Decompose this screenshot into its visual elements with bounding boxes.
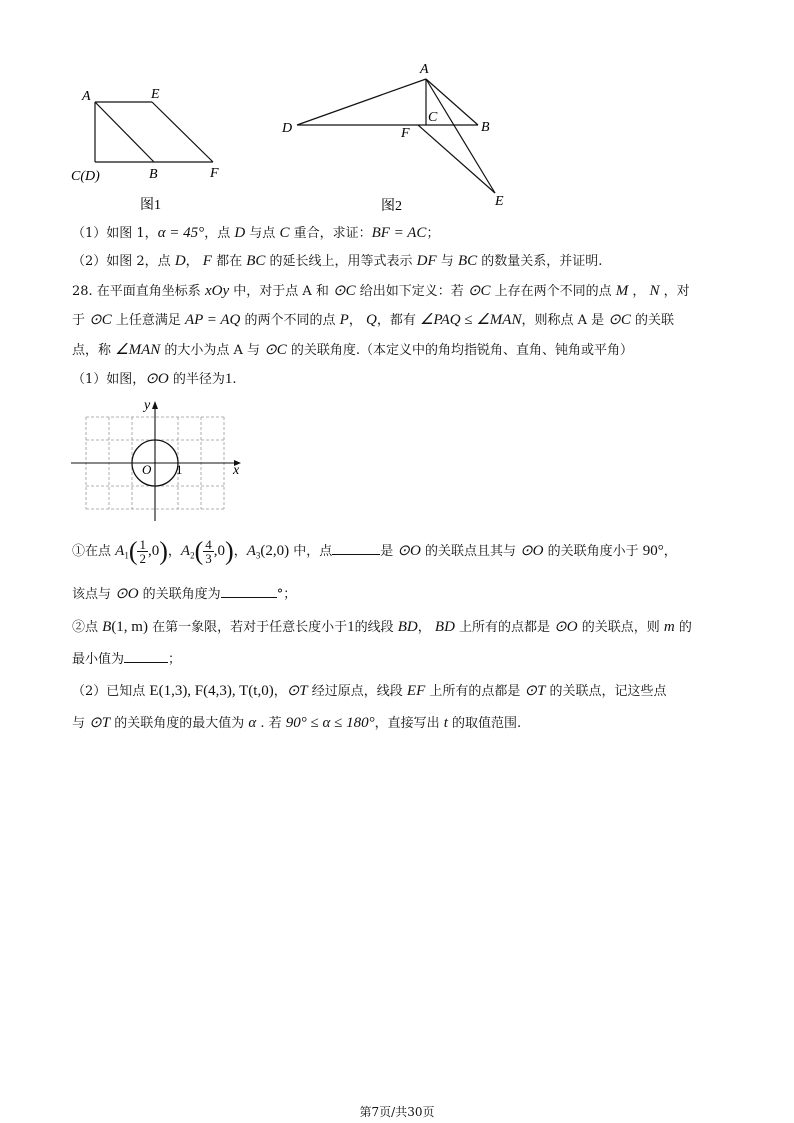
fig1-label-a: A <box>82 89 91 104</box>
coordinate-grid-figure <box>66 395 256 525</box>
fig2-segment-ad <box>297 79 426 125</box>
p28-q1b-line2: 最小值为 ； <box>72 652 182 667</box>
grid-label-one: 1 <box>176 462 183 477</box>
grid-label-x: x <box>233 463 240 478</box>
p28-q1a: ①在点 $A_1$( $\frac{1}{2}$ ,0)，$A_2$( $\frac{4}{3}$ ,0)，$A_3(2,0)$ 中，点 是 ⊙O 的关联点且其与 ⊙O 的关联角度小于 90°， <box>72 536 677 566</box>
fig1-segment-ab <box>95 102 154 162</box>
p27-q2: （2）如图 2，点 D， F 都在 BC 的延长线上，用等式表示 DF 与 BC 的数量关系，并证明. <box>72 253 603 269</box>
p28-line1: 28. 在平面直角坐标系 xOy 中，对于点 A 和 ⊙C 给出如下定义：若 ⊙C 上存在两个不同的点 M ， N ，对 <box>72 283 690 299</box>
answer-blank-min-m[interactable] <box>124 650 168 663</box>
p27-q1: （1）如图 1，α = 45°，点 D 与点 C 重合，求证：BF = AC； <box>72 225 440 241</box>
fraction-four-thirds: $\frac{4}{3}$ <box>205 537 212 566</box>
p28-q2: （2）已知点 E(1,3), F(4,3), T(t,0)，⊙T 经过原点，线段 EF 上所有的点都是 ⊙T 的关联点，记这些点 <box>72 683 667 699</box>
figure-1 <box>60 80 260 220</box>
fig2-label-f: F <box>401 126 410 141</box>
p28-q1b: ②点 B(1, m) 在第一象限，若对于任意长度小于1的线段 BD， BD 上所有的点都是 ⊙O 的关联点，则 m 的 <box>72 619 692 635</box>
p28-q1a-line2: 该点与 ⊙O 的关联角度为 °； <box>72 586 297 602</box>
fig1-label-b: B <box>149 167 158 182</box>
p28-line3: 点，称 ∠MAN 的大小为点 A 与 ⊙C 的关联角度.（本定义中的角均指锐角、直角、钝角或平角） <box>72 342 634 358</box>
fig1-caption: 图1 <box>140 198 161 213</box>
fig1-label-f: F <box>210 166 219 181</box>
fig2-label-d: D <box>282 121 293 136</box>
fig2-segment-ae <box>426 79 495 193</box>
grid-label-o: O <box>142 462 152 477</box>
fig1-segment-ef <box>152 102 213 162</box>
fraction-one-half: $\frac{1}{2}$ <box>139 537 146 566</box>
page-footer: 第7页/共30页 <box>359 1105 435 1119</box>
y-axis-arrow <box>152 401 158 409</box>
p28-q2-line2: 与 ⊙T 的关联角度的最大值为 α . 若 90° ≤ α ≤ 180°，直接写出 t 的取值范围. <box>72 715 522 731</box>
p28-line2: 于 ⊙C 上任意满足 AP = AQ 的两个不同的点 P， Q，都有 ∠PAQ ≤ ∠MAN，则称点 A 是 ⊙C 的关联 <box>72 312 674 328</box>
fig2-label-b: B <box>481 120 490 135</box>
p28-line4: （1）如图，⊙O 的半径为1. <box>72 371 237 387</box>
fig2-label-c: C <box>428 110 438 125</box>
answer-blank-point[interactable] <box>332 542 380 555</box>
answer-blank-angle[interactable] <box>221 585 277 598</box>
fig2-label-a: A <box>420 62 429 77</box>
fig2-label-e: E <box>495 194 504 209</box>
grid-label-y: y <box>144 398 151 413</box>
fig1-label-cd: C(D) <box>71 169 100 184</box>
figure-2 <box>270 55 530 215</box>
fig2-segment-fe <box>418 125 495 193</box>
fig2-caption: 图2 <box>381 199 402 214</box>
fig1-label-e: E <box>151 87 160 102</box>
